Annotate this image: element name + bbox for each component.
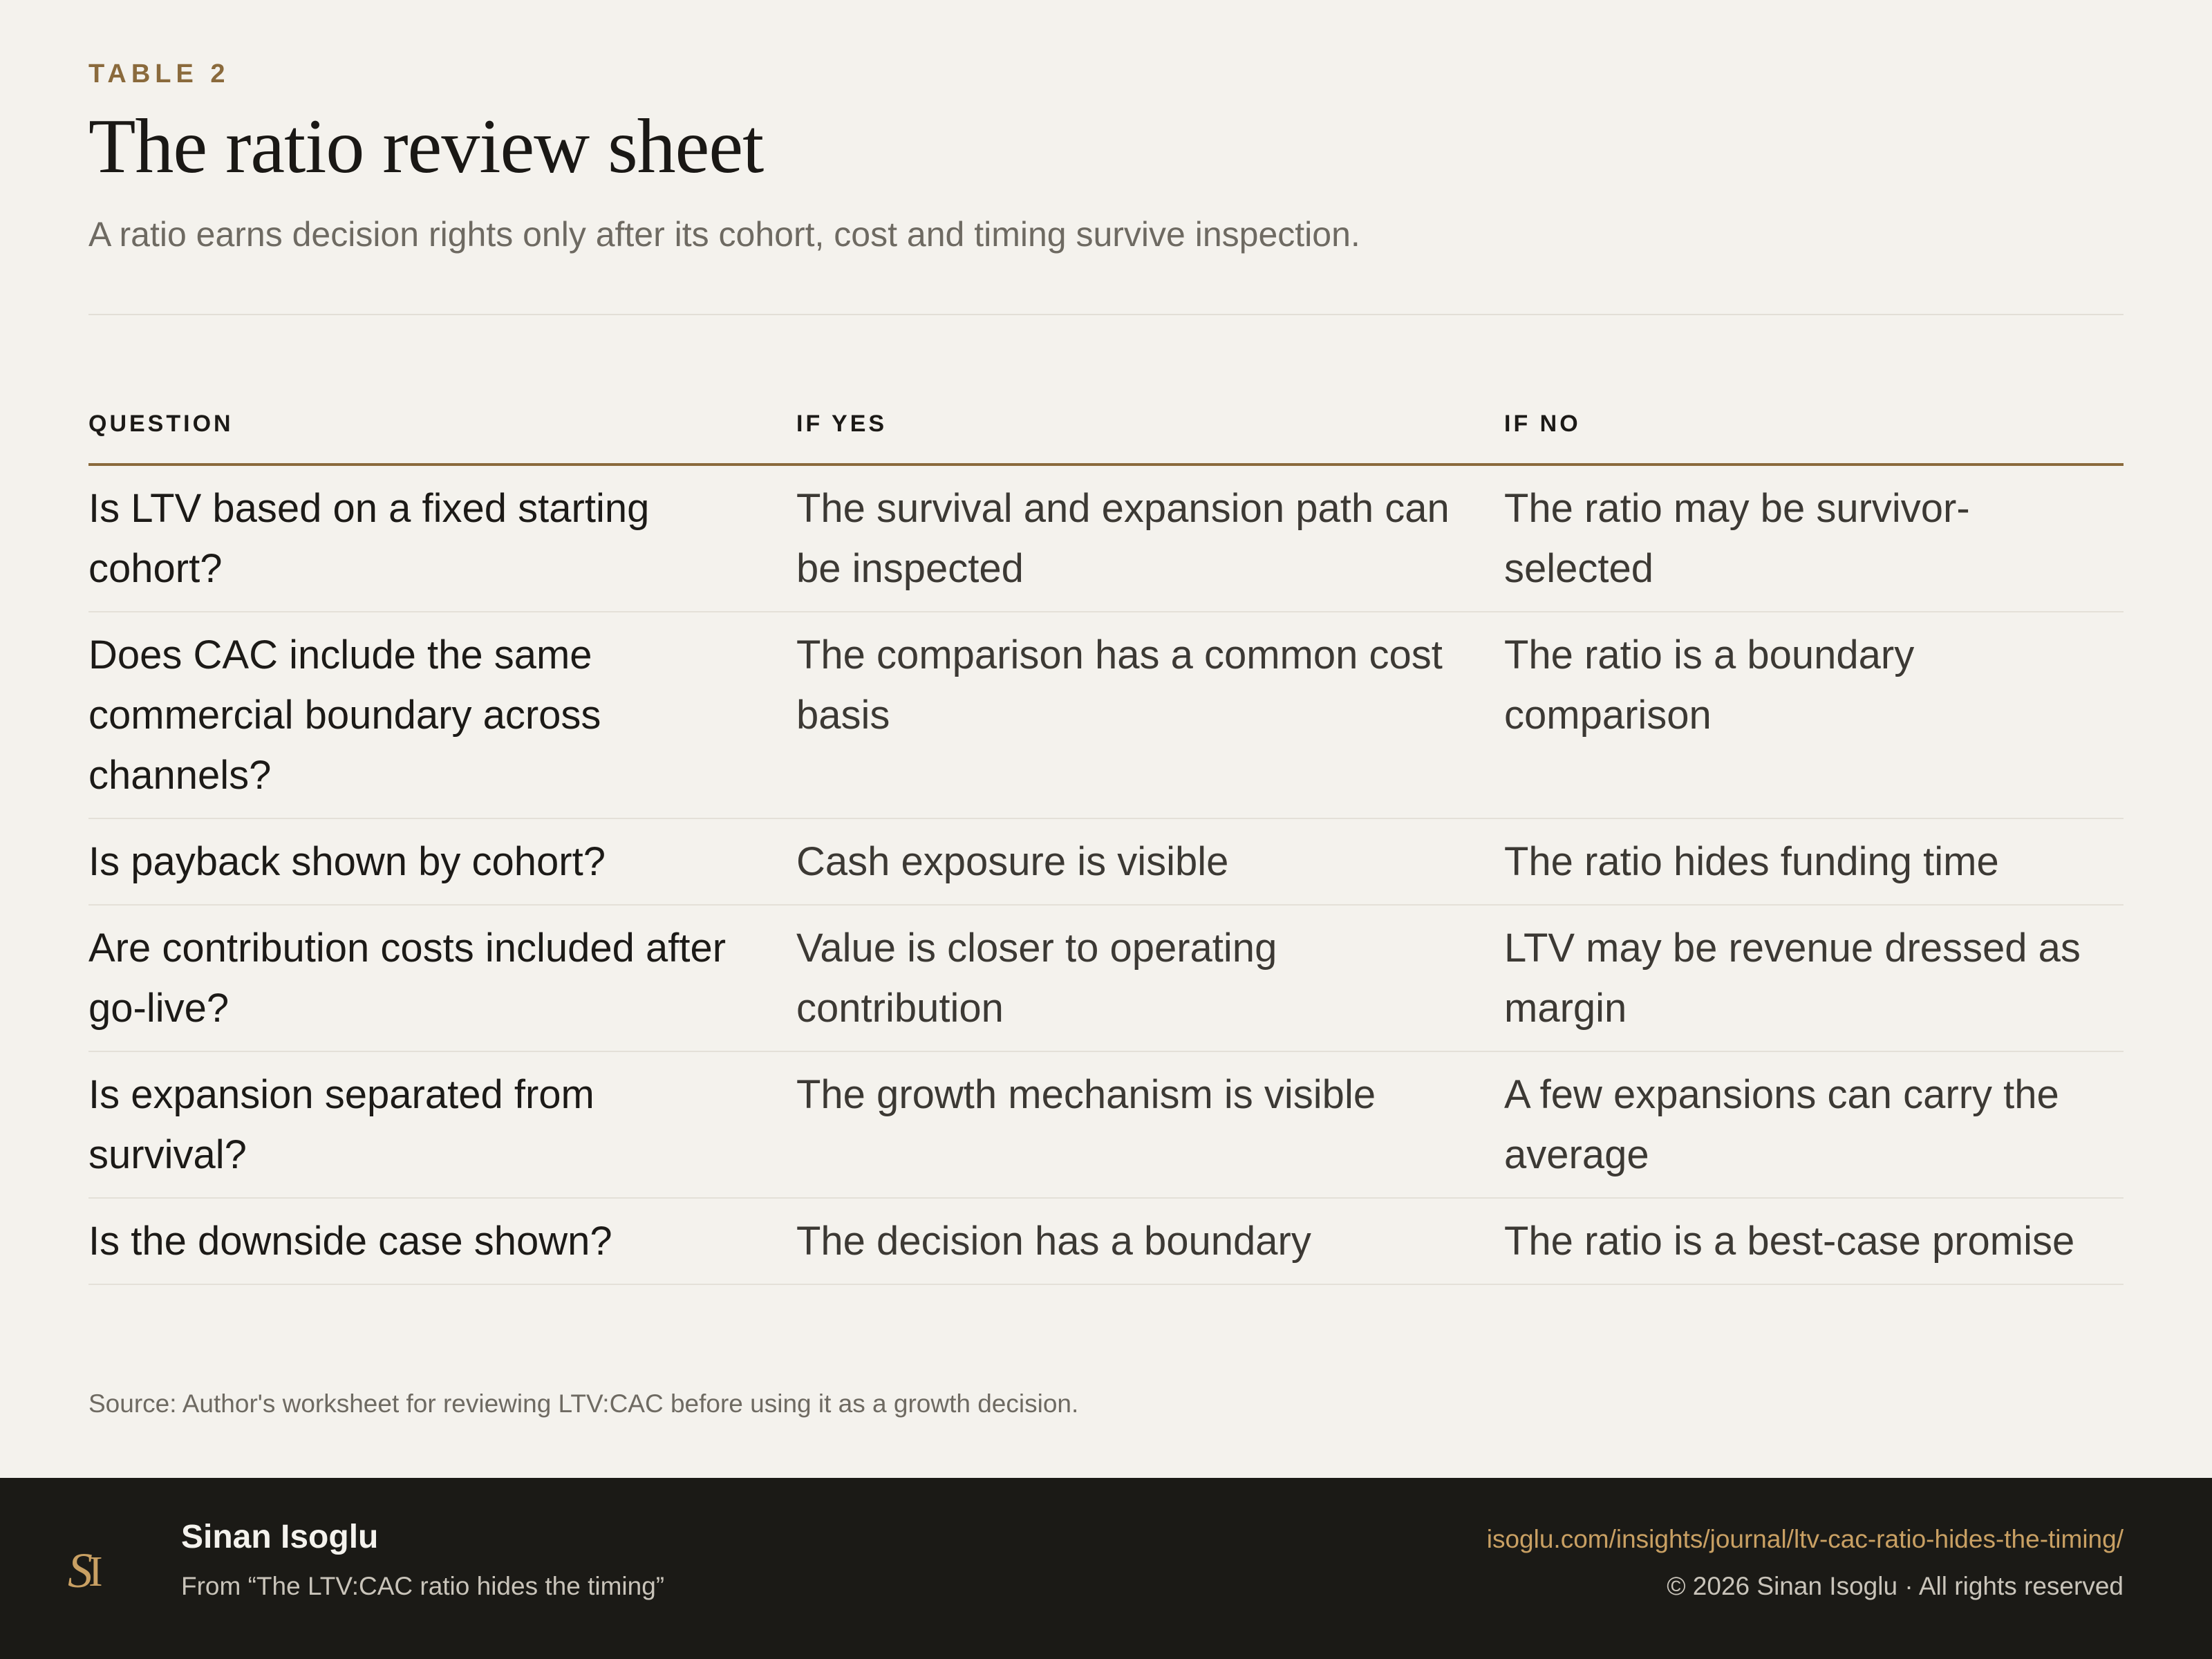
author-name: Sinan Isoglu <box>181 1519 379 1555</box>
review-table <box>88 408 2124 1285</box>
table-eyebrow: TABLE 2 <box>88 59 230 88</box>
article-link[interactable]: isoglu.com/insights/journal/ltv-cac-ratio-hides-the-timing/ <box>1486 1525 2124 1553</box>
if-no-cell: The ratio may be survivor-selected <box>1504 486 1970 591</box>
question-cell: Does CAC include the same commercial boundary across channels? <box>88 632 601 798</box>
if-no-cell: The ratio is a boundary comparison <box>1504 632 1915 738</box>
if-yes-cell: Cash exposure is visible <box>796 839 1229 884</box>
if-no-cell: A few expansions can carry the average <box>1504 1072 2059 1177</box>
if-yes-cell: The decision has a boundary <box>796 1219 1311 1264</box>
if-yes-cell: The survival and expansion path can be inspected <box>796 486 1450 591</box>
if-yes-cell: The growth mechanism is visible <box>796 1072 1376 1117</box>
column-header-question: QUESTION <box>88 411 234 437</box>
column-header-if-no: IF NO <box>1504 411 1581 437</box>
if-no-cell: The ratio is a best-case promise <box>1504 1219 2075 1264</box>
table-header <box>88 408 2124 466</box>
page-title: The ratio review sheet <box>88 104 764 189</box>
if-yes-cell: Value is closer to operating contribution <box>796 926 1277 1031</box>
svg-text:S: S <box>68 1543 93 1597</box>
question-cell: Is the downside case shown? <box>88 1219 612 1264</box>
table-row <box>88 906 2124 1052</box>
if-yes-cell: The comparison has a common cost basis <box>796 632 1443 738</box>
if-no-cell: The ratio hides funding time <box>1504 839 1999 884</box>
if-no-cell: LTV may be revenue dressed as margin <box>1504 926 2081 1031</box>
question-cell: Is LTV based on a fixed starting cohort? <box>88 486 650 591</box>
footer <box>0 1478 2212 1659</box>
article-reference: From “The LTV:CAC ratio hides the timing” <box>181 1572 665 1600</box>
source-note: Source: Author's worksheet for reviewing LTV:CAC before using it as a growth decision. <box>88 1389 1079 1418</box>
column-header-if-yes: IF YES <box>796 411 888 437</box>
table-row <box>88 1199 2124 1285</box>
question-cell: Is expansion separated from survival? <box>88 1072 594 1177</box>
copyright: © 2026 Sinan Isoglu · All rights reserved <box>1667 1572 2124 1600</box>
divider <box>88 314 2124 315</box>
question-cell: Are contribution costs included after go-live? <box>88 926 727 1031</box>
table-row <box>88 612 2124 819</box>
table-row <box>88 1052 2124 1199</box>
question-cell: Is payback shown by cohort? <box>88 839 606 884</box>
svg-text:I: I <box>88 1548 103 1595</box>
table-row <box>88 819 2124 906</box>
si-monogram-icon <box>64 1541 119 1597</box>
table-row <box>88 466 2124 612</box>
page-subtitle: A ratio earns decision rights only after its cohort, cost and timing survive inspection. <box>88 215 1360 254</box>
